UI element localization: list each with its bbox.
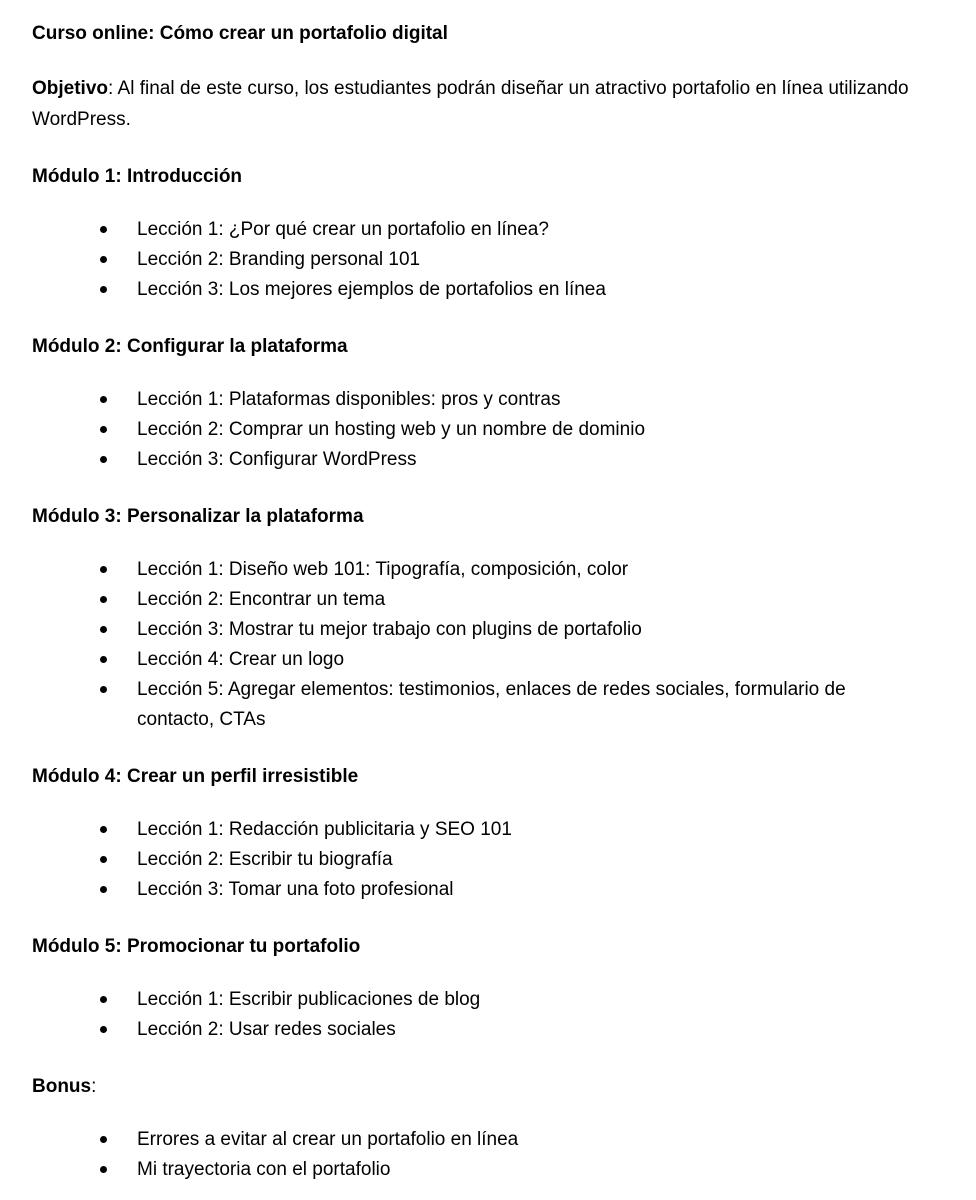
list-item	[32, 845, 927, 875]
list-item-label: Lección 2: Usar redes sociales	[137, 1019, 396, 1040]
page-title: Curso online: Cómo crear un portafolio digital	[32, 23, 448, 44]
bullet-icon	[100, 226, 107, 233]
bullet-icon	[100, 596, 107, 603]
bullet-icon	[100, 626, 107, 633]
list-item	[32, 215, 927, 245]
list-item	[32, 555, 927, 585]
bullet-icon	[100, 826, 107, 833]
list-item-label: Lección 5: Agregar elementos: testimonios, enlaces de redes sociales, formulario de contacto, CTAs	[137, 679, 846, 730]
list-item	[32, 1015, 927, 1045]
list-item-label: Lección 3: Mostrar tu mejor trabajo con plugins de portafolio	[137, 619, 642, 640]
list-item-label: Lección 2: Comprar un hosting web y un nombre de dominio	[137, 419, 646, 440]
list-item	[32, 875, 927, 905]
bullet-icon	[100, 1026, 107, 1033]
lesson-list	[32, 385, 944, 475]
list-item	[32, 585, 927, 615]
list-item	[32, 615, 927, 645]
module-heading-label: Módulo 3: Personalizar la plataforma	[32, 506, 364, 527]
list-item-label: Lección 3: Configurar WordPress	[137, 449, 417, 470]
list-item	[32, 645, 927, 675]
module-heading	[32, 933, 927, 961]
list-item-label: Lección 1: Redacción publicitaria y SEO 101	[137, 819, 512, 840]
list-item-label: Lección 1: Diseño web 101: Tipografía, composición, color	[137, 559, 629, 580]
lesson-list	[32, 555, 944, 735]
sections-container	[32, 163, 944, 1185]
list-item	[32, 415, 927, 445]
list-item-label: Lección 3: Los mejores ejemplos de portafolios en línea	[137, 279, 606, 300]
list-item	[32, 275, 927, 305]
course-section	[32, 333, 944, 475]
list-item-label: Lección 2: Branding personal 101	[137, 249, 421, 270]
course-section	[32, 163, 944, 305]
list-item	[32, 385, 927, 415]
objective-label: Objetivo	[32, 78, 109, 99]
lesson-list	[32, 985, 944, 1045]
list-item-label: Lección 4: Crear un logo	[137, 649, 345, 670]
module-heading	[32, 333, 927, 361]
course-section	[32, 1073, 944, 1185]
course-section	[32, 933, 944, 1045]
bullet-icon	[100, 286, 107, 293]
course-section	[32, 503, 944, 735]
bullet-icon	[100, 396, 107, 403]
module-heading-label: Módulo 4: Crear un perfil irresistible	[32, 766, 359, 787]
course-section	[32, 763, 944, 905]
bullet-icon	[100, 456, 107, 463]
module-heading	[32, 163, 927, 191]
module-heading-label: Módulo 2: Configurar la plataforma	[32, 336, 348, 357]
list-item-label: Lección 1: Plataformas disponibles: pros y contras	[137, 389, 561, 410]
module-heading	[32, 1073, 927, 1101]
module-heading	[32, 503, 927, 531]
bullet-icon	[100, 856, 107, 863]
bullet-icon	[100, 256, 107, 263]
bullet-icon	[100, 1136, 107, 1143]
list-item	[32, 1125, 927, 1155]
list-item	[32, 1155, 927, 1185]
bullet-icon	[100, 1166, 107, 1173]
list-item-label: Lección 1: ¿Por qué crear un portafolio en línea?	[137, 219, 549, 240]
lesson-list	[32, 1125, 944, 1185]
list-item	[32, 675, 927, 735]
bullet-icon	[100, 996, 107, 1003]
lesson-list	[32, 815, 944, 905]
list-item-label: Lección 1: Escribir publicaciones de blog	[137, 989, 481, 1010]
list-item-label: Lección 2: Encontrar un tema	[137, 589, 386, 610]
list-item	[32, 815, 927, 845]
list-item	[32, 245, 927, 275]
module-heading-label: Módulo 5: Promocionar tu portafolio	[32, 936, 361, 957]
list-item	[32, 445, 927, 475]
module-heading-suffix: :	[91, 1076, 97, 1097]
module-heading	[32, 763, 927, 791]
list-item	[32, 985, 927, 1015]
list-item-label: Mi trayectoria con el portafolio	[137, 1159, 391, 1180]
module-heading-label: Módulo 1: Introducción	[32, 166, 243, 187]
objective-text: : Al final de este curso, los estudiantes podrán diseñar un atractivo portafolio en línea utilizando WordPress.	[32, 78, 909, 130]
list-item-label: Errores a evitar al crear un portafolio en línea	[137, 1129, 519, 1150]
objective-paragraph	[32, 73, 927, 135]
list-item-label: Lección 3: Tomar una foto profesional	[137, 879, 454, 900]
list-item-label: Lección 2: Escribir tu biografía	[137, 849, 393, 870]
bullet-icon	[100, 566, 107, 573]
lesson-list	[32, 215, 944, 305]
bullet-icon	[100, 426, 107, 433]
module-heading-label: Bonus	[32, 1076, 92, 1097]
bullet-icon	[100, 686, 107, 693]
bullet-icon	[100, 886, 107, 893]
bullet-icon	[100, 656, 107, 663]
